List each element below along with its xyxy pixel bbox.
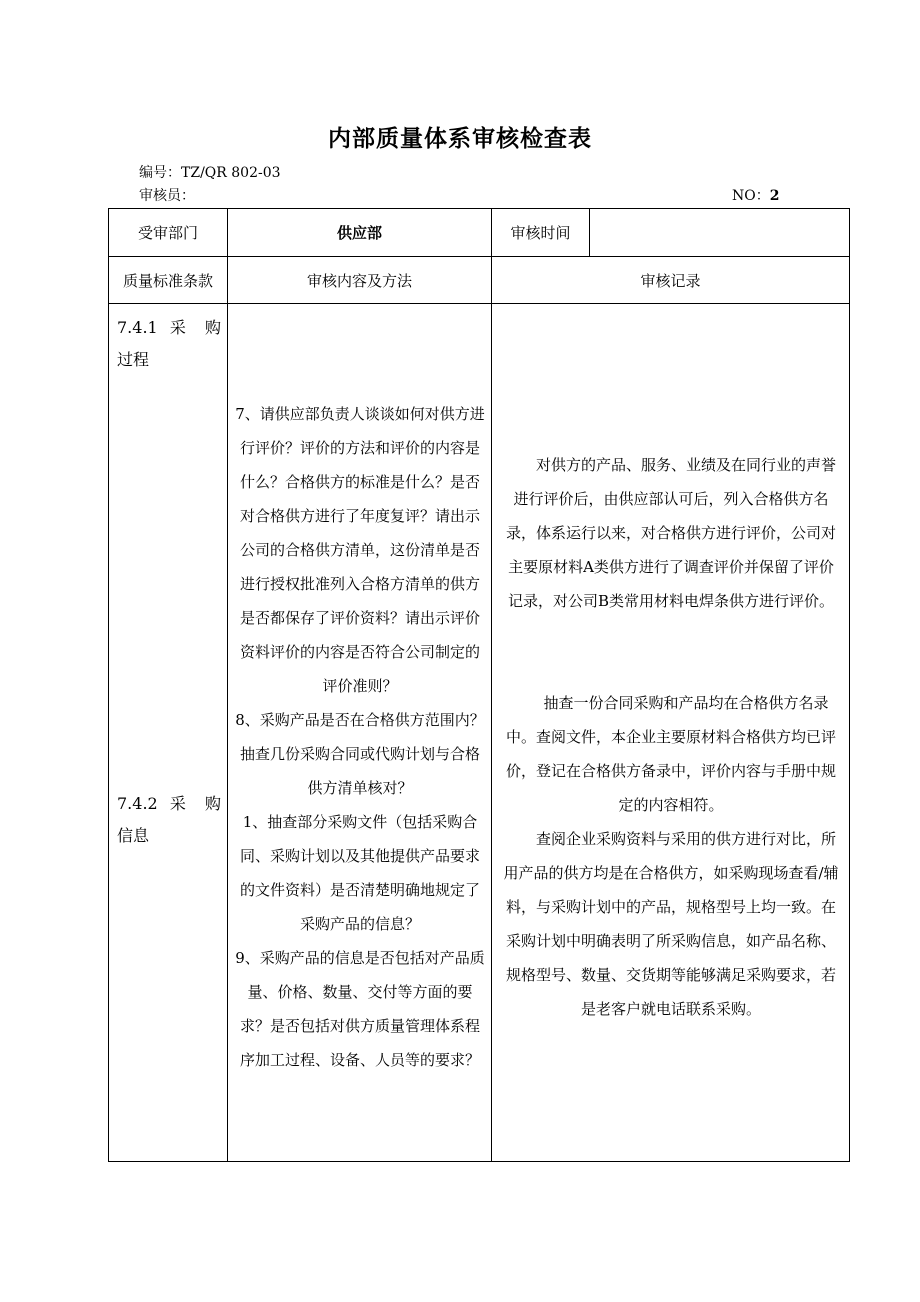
document-code: 编号：TZ/QR 802-03 bbox=[139, 165, 281, 181]
record-cell bbox=[492, 304, 850, 1162]
dept-label-cell: 受审部门 bbox=[109, 209, 228, 257]
record-paragraph: 查阅企业采购资料与采用的供方进行对比，所用产品的供方均是在合格供方，如采购现场查看/辅料，与采购计划中的产品，规格型号上均一致。在采购计划中明确表明了所采购信息，如产品名称、规格型号、数量、交货期等能够满足采购要求，若是老客户就电话联系采购。 bbox=[503, 830, 839, 1018]
page-title: 内部质量体系审核检查表 bbox=[328, 125, 592, 152]
header-row bbox=[109, 257, 850, 304]
department-row bbox=[109, 209, 850, 257]
clause-number: 7.4.1 采 购 bbox=[117, 318, 221, 337]
audit-checklist-table bbox=[108, 208, 850, 1162]
content-row bbox=[109, 304, 850, 1162]
audit-time-label-cell: 审核时间 bbox=[492, 209, 590, 257]
clause-number: 7.4.2 采 购 bbox=[117, 794, 221, 813]
method-cell bbox=[228, 304, 492, 1162]
clause-item bbox=[117, 312, 221, 376]
dept-value-cell: 供应部 bbox=[228, 209, 492, 257]
clause-name: 过程 bbox=[117, 350, 150, 369]
record-header: 审核记录 bbox=[492, 257, 850, 304]
record-paragraph: 抽查一份合同采购和产品均在合格供方名录中。查阅文件，本企业主要原材料合格供方均已评价，登记在合格供方备录中，评价内容与手册中规定的内容相符。 bbox=[505, 694, 836, 814]
clause-cell bbox=[109, 304, 228, 1162]
number-value: 2 bbox=[769, 188, 780, 204]
method-paragraph: 7、请供应部负责人谈谈如何对供方进行评价？评价的方法和评价的内容是什么？合格供方的标准是什么？是否对合格供方进行了年度复评？请出示公司的合格供方清单，这份清单是否进行授权批准列入合格方清单的供方是否都保存了评价资料？请出示评价资料评价的内容是否符合公司制定的评价准则？ bbox=[235, 405, 485, 695]
record-paragraph: 对供方的产品、服务、业绩及在同行业的声誉进行评价后，由供应部认可后，列入合格供方名录，体系运行以来，对合格供方进行评价，公司对主要原材料A类供方进行了调查评价并保留了评价记录，对公司B类常用材料电焊条供方进行评价。 bbox=[505, 456, 836, 610]
audit-time-value-cell bbox=[590, 209, 850, 257]
clause-item bbox=[117, 788, 221, 852]
number-label: NO： bbox=[732, 188, 770, 204]
clause-header: 质量标准条款 bbox=[109, 257, 228, 304]
clause-name: 信息 bbox=[117, 826, 150, 845]
method-header: 审核内容及方法 bbox=[228, 257, 492, 304]
auditor-label: 审核员： bbox=[139, 188, 195, 204]
method-paragraph: 9、采购产品的信息是否包括对产品质量、价格、数量、交付等方面的要求？是否包括对供方质量管理体系程序加工过程、设备、人员等的要求？ bbox=[235, 949, 485, 1069]
method-paragraph: 1、抽查部分采购文件（包括采购合同、采购计划以及其他提供产品要求的文件资料）是否清楚明确地规定了采购产品的信息？ bbox=[239, 813, 480, 933]
method-paragraph: 8、采购产品是否在合格供方范围内？抽查几份采购合同或代购计划与合格供方清单核对？ bbox=[235, 711, 485, 797]
document-number bbox=[732, 187, 779, 205]
